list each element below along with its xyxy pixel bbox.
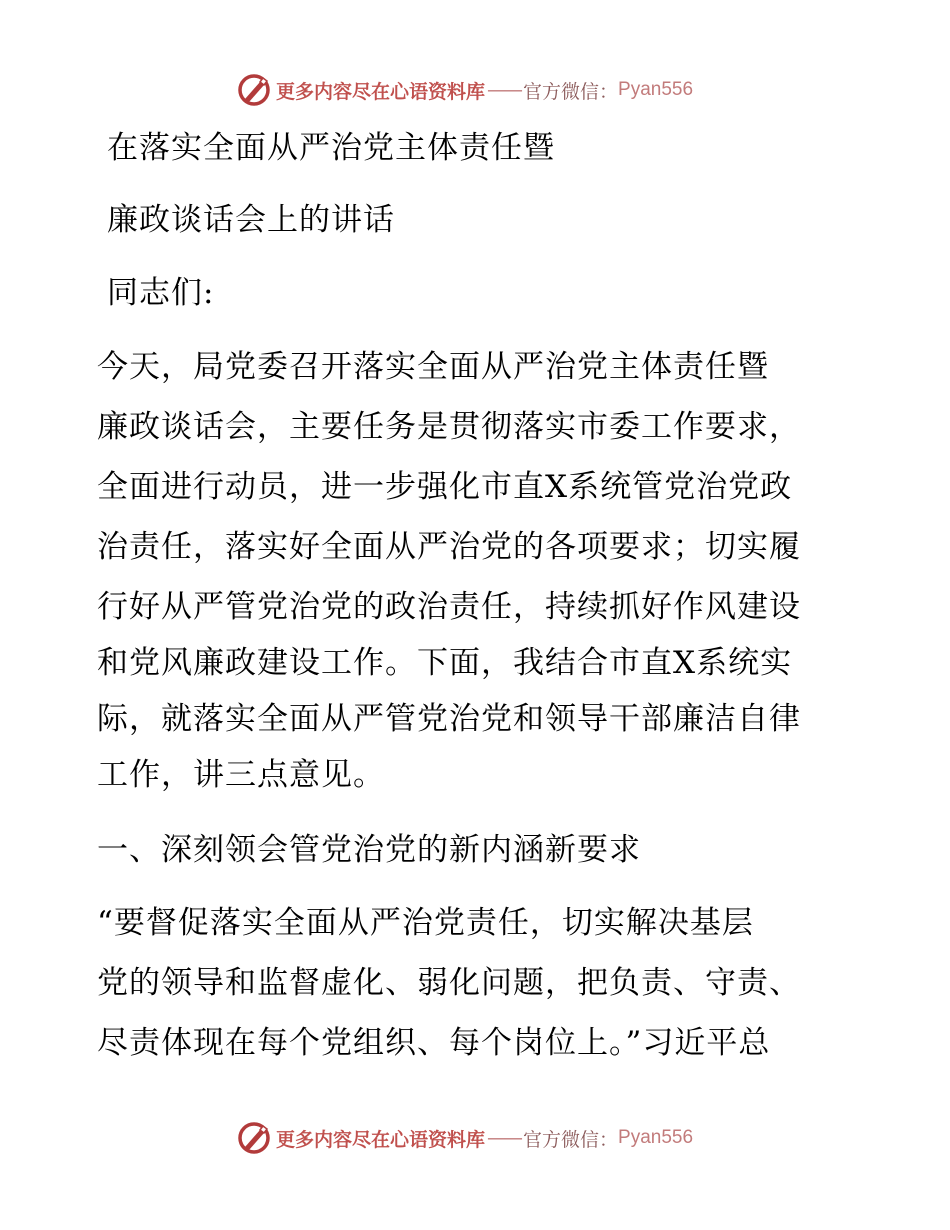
section-line: 尽责体现在每个党组织、每个岗位上。”习近平总 [97,1025,771,1061]
watermark-main-text: 更多内容尽在心语资料库 [276,1128,486,1151]
watermark-account-id: Pyan556 [618,79,694,100]
intro-line: 治责任，落实好全面从严治党的各项要求；切实履 [97,529,801,565]
section-line: 党的领导和监督虚化、弱化问题，把负责、守责、 [97,965,801,1001]
watermark-dash: —— [487,79,522,101]
intro-line: 全面进行动员，进一步强化市直X系统管党治党政 [97,469,793,505]
intro-line: 廉政谈话会，主要任务是贯彻落实市委工作要求， [97,409,801,445]
pen-circle-logo-icon [236,1120,272,1156]
watermark-dash: —— [487,1127,522,1149]
title-line-2: 廉政谈话会上的讲话 [107,202,395,238]
intro-line: 行好从严管党治党的政治责任，持续抓好作风建设 [97,589,801,625]
section-line: “要督促落实全面从严治党责任，切实解决基层 [97,905,754,941]
intro-line: 今天，局党委召开落实全面从严治党主体责任暨 [97,349,769,385]
watermark-official-label: 官方微信： [523,1128,619,1151]
watermark-official-label: 官方微信： [523,80,619,103]
watermark-account-id: Pyan556 [618,1127,694,1148]
intro-line: 际，就落实全面从严管党治党和领导干部廉洁自律 [97,701,801,737]
intro-line: 工作，讲三点意见。 [97,757,385,793]
pen-circle-logo-icon [236,72,272,108]
title-line-1: 在落实全面从严治党主体责任暨 [107,130,555,166]
header-watermark [236,72,693,108]
intro-line: 和党风廉政建设工作。下面，我结合市直X系统实 [97,645,793,681]
watermark-main-text: 更多内容尽在心语资料库 [276,80,486,103]
footer-watermark [236,1120,693,1156]
salutation: 同志们: [107,275,215,311]
section-heading: 一、深刻领会管党治党的新内涵新要求 [97,832,641,868]
